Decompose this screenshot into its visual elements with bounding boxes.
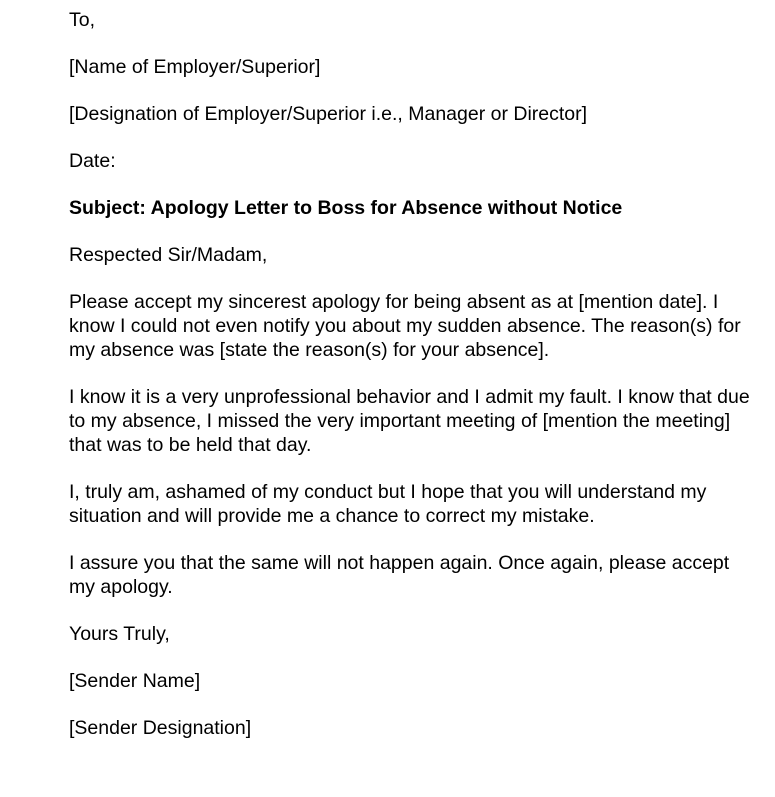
body-paragraph-4: I assure you that the same will not happen again. Once again, please accept my apology. — [69, 552, 730, 598]
body-paragraph-2: I know it is a very unprofessional behavior and I admit my fault. I know that due to my absence, I missed the very important meeting of [mention the meeting] that was to be held that day. — [69, 386, 750, 456]
recipient-designation: [Designation of Employer/Superior i.e., Manager or Director] — [69, 103, 588, 125]
letter-document — [69, 8, 759, 740]
subject-line: Subject: Apology Letter to Boss for Absence without Notice — [69, 197, 623, 219]
body-paragraph-1: Please accept my sincerest apology for being absent as at [mention date]. I know I could not even notify you about my sudden absence. The reason(s) for my absence was [state the reason(s) for your absence]. — [69, 291, 741, 361]
greeting: Respected Sir/Madam, — [69, 244, 268, 266]
date-line: Date: — [69, 150, 116, 172]
body-paragraph-3: I, truly am, ashamed of my conduct but I hope that you will understand my situation and will provide me a chance to correct my mistake. — [69, 481, 707, 527]
sender-name: [Sender Name] — [69, 670, 201, 692]
sender-designation: [Sender Designation] — [69, 717, 252, 739]
to-line: To, — [69, 9, 96, 31]
closing: Yours Truly, — [69, 623, 170, 645]
recipient-name: [Name of Employer/Superior] — [69, 56, 321, 78]
